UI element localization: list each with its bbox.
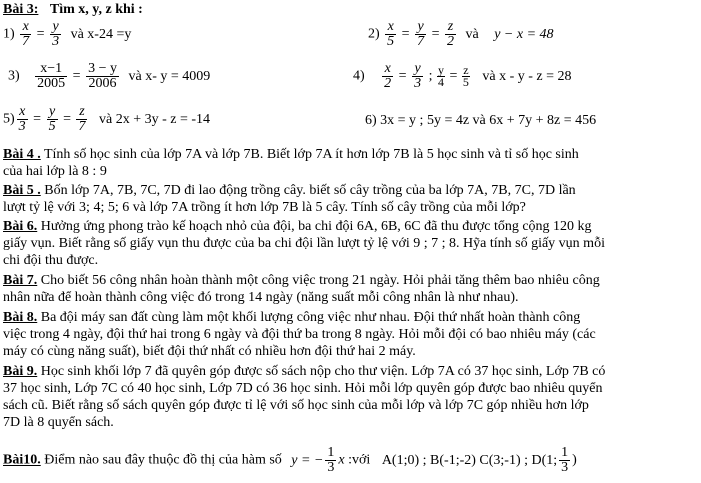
bai3-header bbox=[3, 2, 143, 18]
bai9-heading: Bài 9. bbox=[3, 364, 38, 379]
bai8-paragraph: Bài 8. Ba đội máy san đất cùng làm một khối lượng công việc như nhau. Đội thứ nhất hoàn thành công việc trong 4 ngày, đội thứ hai trong 6 ngày và đội thứ ba trong 8 ngày. Hỏi mỗi đội có bao nhiêu máy (các máy có cùng năng suất), biết đội thứ nhất có nhiều hơn đội thứ hai 2 máy. bbox=[3, 310, 596, 359]
bai3-heading: Bài 3: bbox=[3, 2, 39, 17]
bai10-heading: Bài10. bbox=[3, 452, 41, 468]
bai5-paragraph: Bài 5 . Bốn lớp 7A, 7B, 7C, 7D đi lao động trồng cây. biết số cây trồng của ba lớp 7A, 7B, 7C, 7D lần lượt tỷ lệ với 3; 4; 5; 6 và lớp 7A trồng ít hơn lớp 7B là 5 cây. Tính số cây trồng của mỗi lớp? bbox=[3, 183, 576, 215]
bai3-problem-4: 4) $\frac{x}{2}$ = $\frac{y}{3}$ ; $\frac{y}{4}$ = $\frac{z}{5}$ và x - y - z = 28 bbox=[353, 61, 572, 91]
bai4-heading: Bài 4 . bbox=[3, 147, 41, 162]
bai3-problem-1: 1) $\frac{x}{7}$ = $\frac{y}{3}$ và x-24 =y bbox=[3, 19, 132, 49]
bai3-problem-2: 2) $\frac{x}{5}$ = $\frac{y}{7}$ = $\frac{z}{2}$ và y − x = 48 bbox=[368, 19, 554, 49]
bai3-problem-6: 6) 3x = y ; 5y = 4z và 6x + 7y + 8z = 456 bbox=[365, 113, 597, 128]
bai3-problem-5: 5) $\frac{x}{3}$ = $\frac{y}{5}$ = $\frac{z}{7}$ và 2x + 3y - z = -14 bbox=[3, 104, 211, 134]
bai7-heading: Bài 7. bbox=[3, 273, 38, 288]
fraction-y-3: $\frac{y}{3}$ bbox=[52, 19, 60, 49]
bai6-paragraph: Bài 6. Hưởng ứng phong trào kế hoạch nhỏ của đội, ba chi đội 6A, 6B, 6C đã thu được tổng cộng 120 kg giấy vụn. Biết rằng số giấy vụn thu được của ba chi đội lần lượt tỷ lệ với 9 ; 7 ; 8. Hỹa tính số giấy vụn mỗi chi đội thu được. bbox=[3, 219, 605, 268]
bai9-paragraph: Bài 9. Học sinh khối lớp 7 đã quyên góp được số sách nộp cho thư viện. Lớp 7A có 37 học sinh, Lớp 7B có 37 học sinh, Lớp 7C có 40 học sinh, Lớp 7D có 36 học sinh. Hỏi mỗi lớp quyên góp được bao nhiêu quyển sách cũ. Biết rằng số sách quyên góp được tỉ lệ với số học sinh của mỗi lớp và lớp 7C góp nhiều hơn lớp 7D là 8 quyển sách. bbox=[3, 364, 606, 430]
bai6-heading: Bài 6. bbox=[3, 219, 38, 234]
fraction-one-third: $\frac{1}{3}$ bbox=[327, 445, 335, 475]
bai10-paragraph: Bài10. Điểm nào sau đây thuộc đồ thị của hàm số y = − $\frac{1}{3}$ x :với A(1;0) ; B(-1;-2) C(3;-1) ; D(1; $\frac{1}{3}$ ) bbox=[3, 445, 577, 475]
bai3-title: Tìm x, y, z khi : bbox=[49, 2, 143, 17]
bai3-problem-3: 3) $\frac{x-1}{2005}$ = $\frac{3 - y}{2006}$ và x- y = 4009 bbox=[8, 61, 211, 91]
fraction-x-7: $\frac{x}{7}$ bbox=[22, 19, 30, 49]
bai8-heading: Bài 8. bbox=[3, 310, 38, 325]
bai5-heading: Bài 5 . bbox=[3, 183, 41, 198]
bai4-paragraph: Bài 4 . Tính số học sinh của lớp 7A và lớp 7B. Biết lớp 7A ít hơn lớp 7B là 5 học sinh và tỉ số học sinh của hai lớp là 8 : 9 bbox=[3, 147, 579, 179]
problem-number: 1) bbox=[3, 26, 15, 42]
bai7-paragraph: Bài 7. Cho biết 56 công nhân hoàn thành một công việc trong 21 ngày. Hỏi phải tăng thêm bao nhiêu công nhân nữa để hoàn thành công việc đó trong 14 ngày (năng suất mỗi công nhân là như nhau). bbox=[3, 273, 600, 305]
